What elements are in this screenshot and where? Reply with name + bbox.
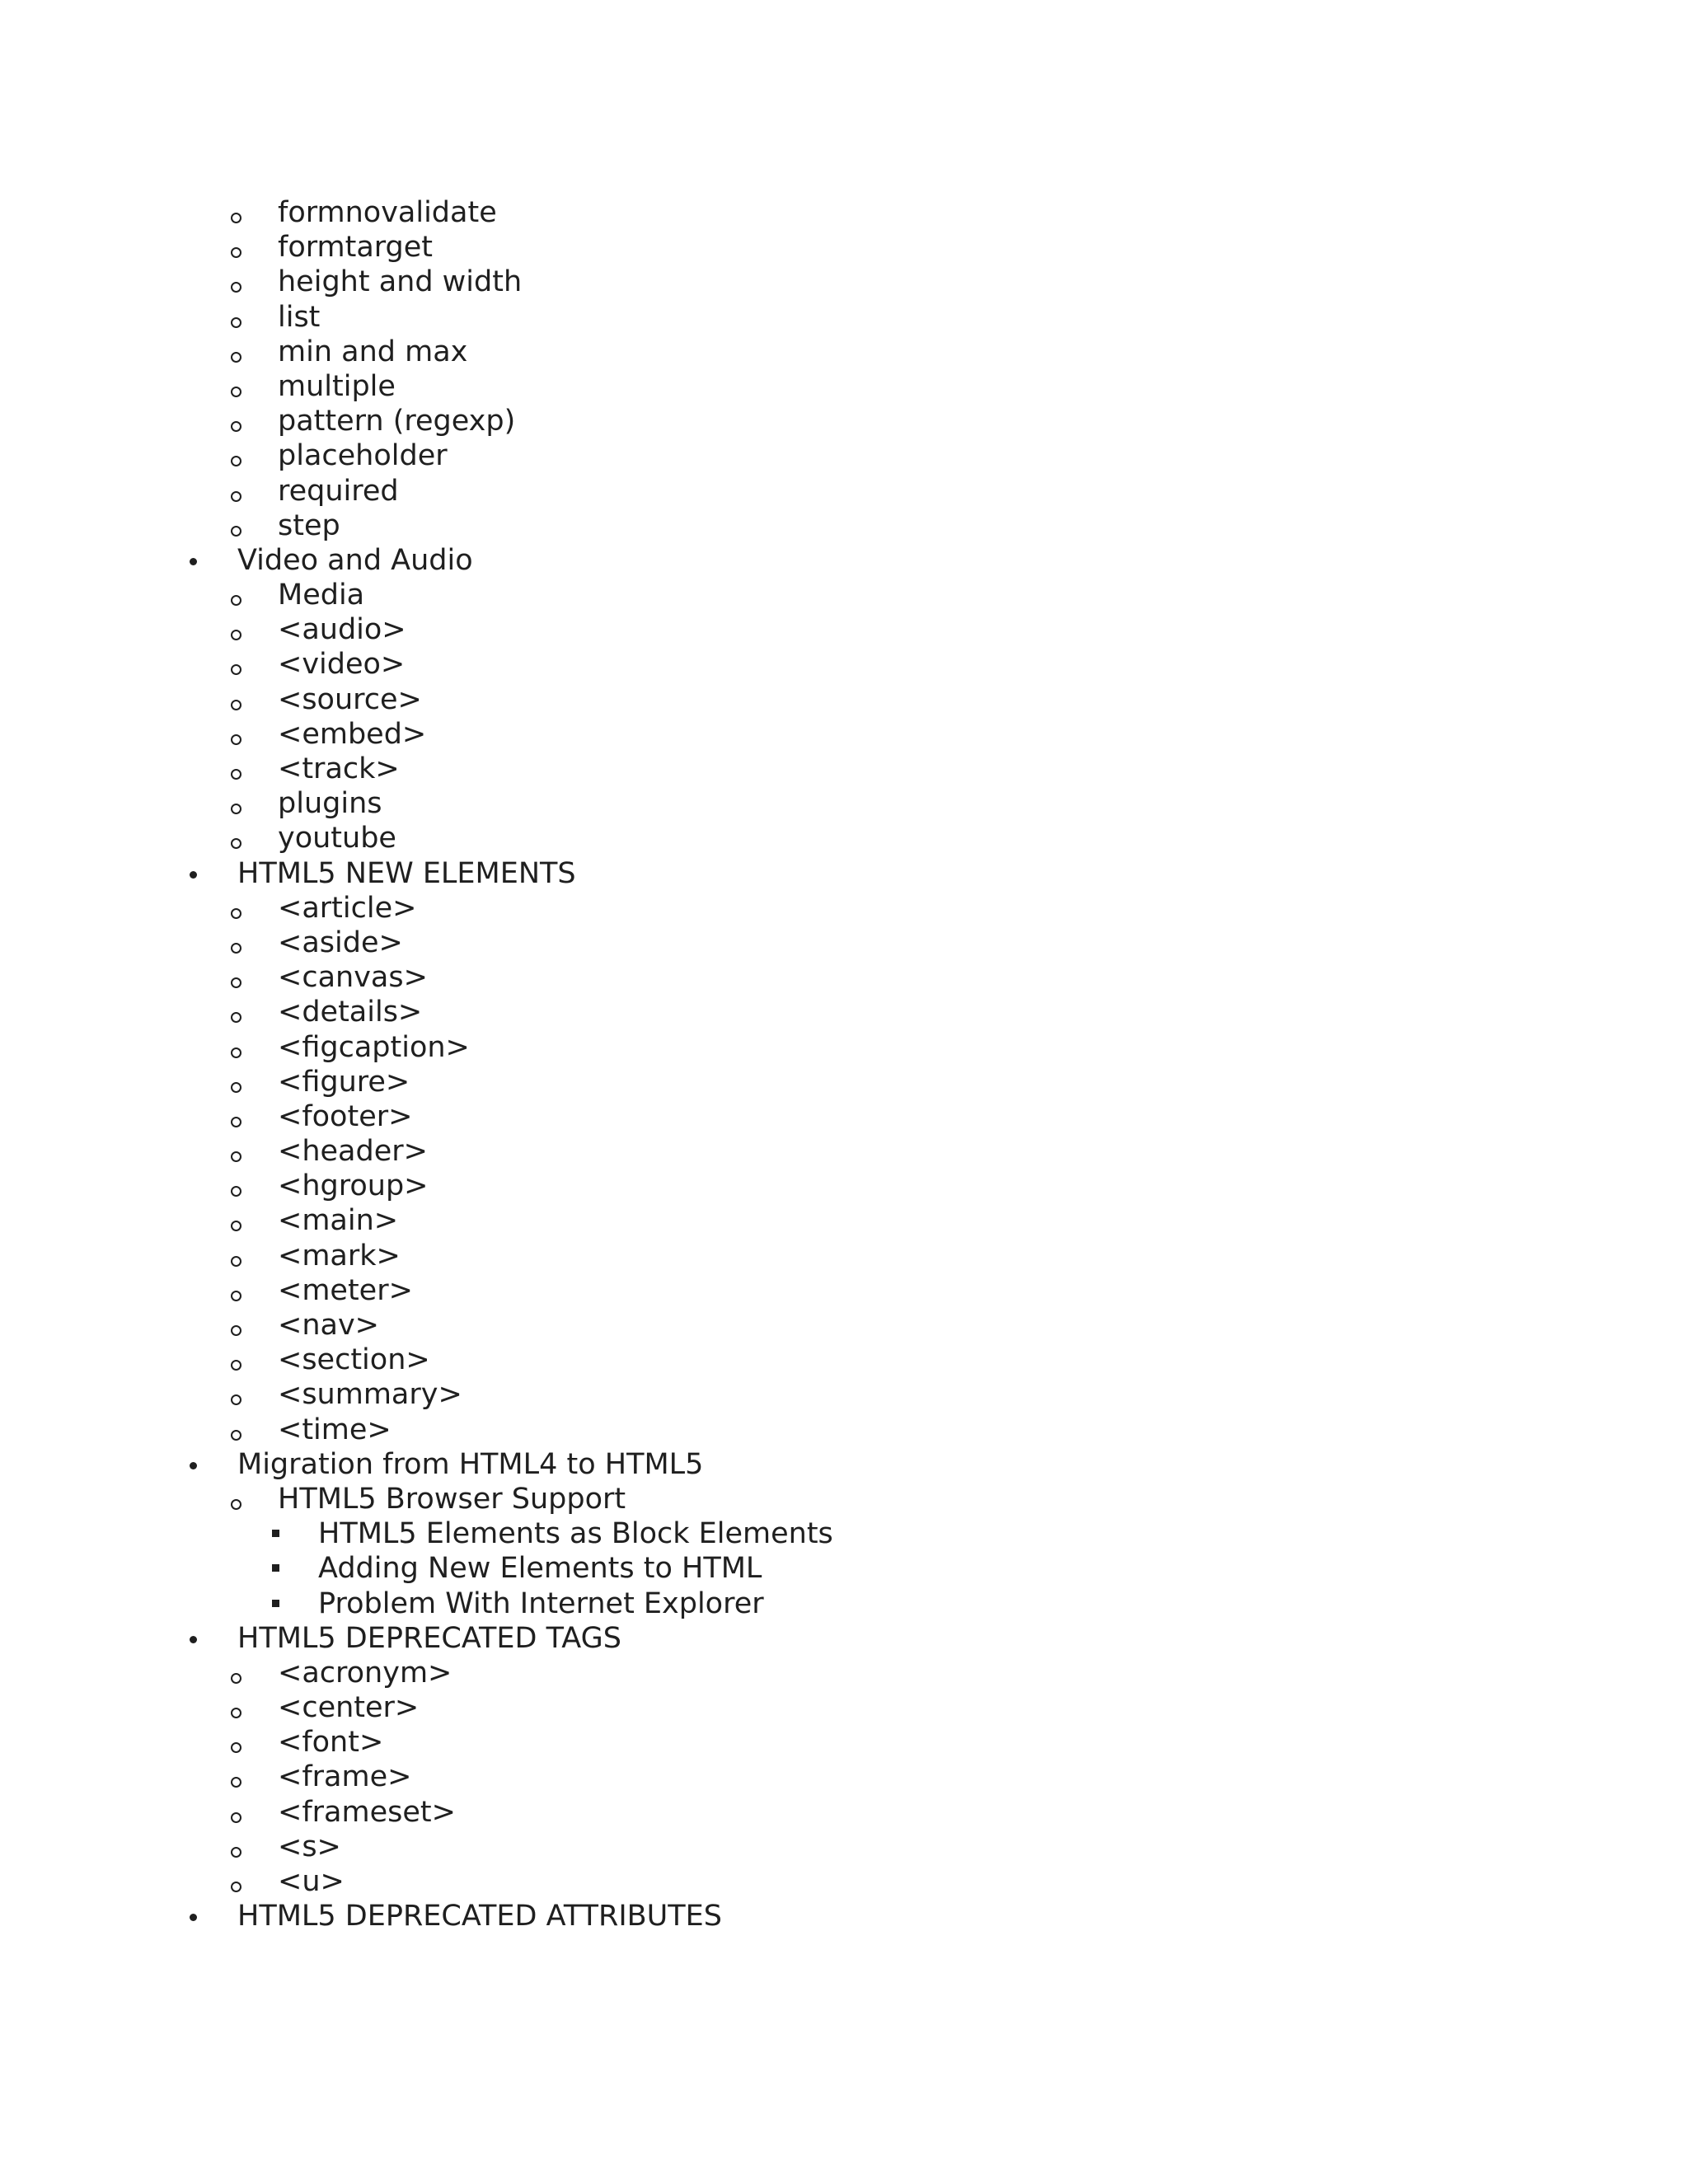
list-item-text: HTML5 Elements as Block Elements	[318, 1517, 833, 1551]
list-item-level-2	[0, 891, 1688, 926]
square-bullet-icon	[272, 1586, 284, 1621]
list-item-level-2	[0, 995, 1688, 1029]
list-item-level-2	[0, 612, 1688, 647]
list-item-level-2	[0, 509, 1688, 543]
list-item-level-2	[0, 1656, 1688, 1690]
list-item-text: Media	[278, 579, 365, 612]
circle-bullet-icon	[231, 1273, 246, 1308]
list-item-level-1	[0, 543, 1688, 578]
list-item-text: <details>	[278, 996, 423, 1029]
circle-bullet-icon	[231, 438, 246, 473]
bullet-icon	[190, 543, 201, 578]
list-item-level-2	[0, 369, 1688, 404]
list-item-level-1	[0, 1447, 1688, 1482]
circle-bullet-icon	[231, 404, 246, 438]
list-item-level-3	[0, 1586, 1688, 1621]
list-item-level-2	[0, 1343, 1688, 1377]
list-item-text: <summary>	[278, 1378, 462, 1412]
list-item-text: <u>	[278, 1865, 345, 1898]
list-item-level-2	[0, 1065, 1688, 1099]
circle-bullet-icon	[231, 474, 246, 509]
list-item-level-2	[0, 300, 1688, 335]
circle-bullet-icon	[231, 335, 246, 369]
circle-bullet-icon	[231, 369, 246, 404]
circle-bullet-icon	[231, 612, 246, 647]
list-item-text: required	[278, 474, 399, 508]
list-item-level-2	[0, 1239, 1688, 1273]
list-item-level-1	[0, 1899, 1688, 1933]
document-outline	[0, 195, 1688, 1933]
list-item-text: <audio>	[278, 613, 406, 647]
list-item-level-3	[0, 1551, 1688, 1586]
circle-bullet-icon	[231, 578, 246, 612]
bullet-icon	[190, 1621, 201, 1656]
circle-bullet-icon	[231, 300, 246, 335]
list-item-text: <canvas>	[278, 961, 428, 995]
circle-bullet-icon	[231, 265, 246, 299]
list-item-level-2	[0, 404, 1688, 438]
circle-bullet-icon	[231, 926, 246, 960]
circle-bullet-icon	[231, 1203, 246, 1238]
list-item-text: step	[278, 509, 340, 542]
list-item-text: <s>	[278, 1830, 341, 1863]
list-item-text: Video and Audio	[237, 543, 473, 577]
list-item-text: <frame>	[278, 1760, 412, 1794]
circle-bullet-icon	[231, 1690, 246, 1725]
list-item-text: <figcaption>	[278, 1030, 470, 1064]
list-item-level-2	[0, 1169, 1688, 1203]
list-item-text: <font>	[278, 1726, 384, 1760]
circle-bullet-icon	[231, 1760, 246, 1794]
list-item-level-2	[0, 1203, 1688, 1238]
list-item-level-2	[0, 230, 1688, 265]
circle-bullet-icon	[231, 647, 246, 682]
list-item-level-2	[0, 647, 1688, 682]
list-item-text: Adding New Elements to HTML	[318, 1552, 762, 1586]
list-item-text: <center>	[278, 1691, 420, 1725]
list-item-text: plugins	[278, 787, 382, 821]
list-item-level-2	[0, 1308, 1688, 1343]
list-item-text: <figure>	[278, 1065, 410, 1099]
circle-bullet-icon	[231, 752, 246, 786]
list-item-text: <footer>	[278, 1099, 413, 1133]
circle-bullet-icon	[231, 509, 246, 543]
list-item-level-2	[0, 960, 1688, 995]
list-item-text: <meter>	[278, 1273, 413, 1307]
list-item-text: <frameset>	[278, 1795, 456, 1829]
list-item-text: Problem With Internet Explorer	[318, 1586, 764, 1620]
bullet-icon	[190, 1899, 201, 1933]
list-item-level-2	[0, 1413, 1688, 1447]
circle-bullet-icon	[231, 1030, 246, 1065]
list-item-level-2	[0, 1690, 1688, 1725]
list-item-level-2	[0, 1099, 1688, 1134]
list-item-text: <hgroup>	[278, 1169, 429, 1203]
circle-bullet-icon	[231, 821, 246, 855]
list-item-text: <main>	[278, 1204, 399, 1238]
list-item-text: formnovalidate	[278, 196, 497, 229]
list-item-text: <mark>	[278, 1239, 401, 1272]
list-item-level-2	[0, 717, 1688, 752]
list-item-level-2	[0, 265, 1688, 299]
square-bullet-icon	[272, 1551, 284, 1586]
list-item-text: pattern (regexp)	[278, 405, 516, 438]
list-item-level-2	[0, 438, 1688, 473]
list-item-text: height and width	[278, 265, 523, 299]
circle-bullet-icon	[231, 717, 246, 752]
list-item-level-2	[0, 1377, 1688, 1412]
list-item-level-2	[0, 752, 1688, 786]
list-item-level-2	[0, 1830, 1688, 1864]
circle-bullet-icon	[231, 1377, 246, 1412]
list-item-level-2	[0, 474, 1688, 509]
list-item-text: HTML5 NEW ELEMENTS	[237, 856, 576, 890]
list-item-text: <aside>	[278, 926, 403, 959]
list-item-text: youtube	[278, 822, 396, 855]
circle-bullet-icon	[231, 1725, 246, 1760]
list-item-level-2	[0, 335, 1688, 369]
list-item-text: <article>	[278, 891, 417, 925]
list-item-text: <track>	[278, 752, 400, 785]
list-item-level-2	[0, 1760, 1688, 1794]
list-item-text: Migration from HTML4 to HTML5	[237, 1447, 704, 1481]
list-item-level-2	[0, 821, 1688, 855]
circle-bullet-icon	[231, 786, 246, 821]
list-item-level-2	[0, 1273, 1688, 1308]
circle-bullet-icon	[231, 1864, 246, 1899]
list-item-text: <header>	[278, 1135, 428, 1169]
list-item-level-2	[0, 1864, 1688, 1899]
circle-bullet-icon	[231, 1239, 246, 1273]
list-item-text: <nav>	[278, 1309, 379, 1342]
list-item-level-2	[0, 1725, 1688, 1760]
list-item-text: formtarget	[278, 231, 434, 265]
list-item-level-2	[0, 1482, 1688, 1516]
list-item-text: HTML5 DEPRECATED TAGS	[237, 1621, 621, 1655]
circle-bullet-icon	[231, 1308, 246, 1343]
circle-bullet-icon	[231, 1099, 246, 1134]
circle-bullet-icon	[231, 195, 246, 230]
list-item-level-2	[0, 926, 1688, 960]
list-item-text: <time>	[278, 1413, 392, 1446]
square-bullet-icon	[272, 1516, 284, 1551]
list-item-level-2	[0, 578, 1688, 612]
list-item-text: <source>	[278, 682, 422, 716]
circle-bullet-icon	[231, 960, 246, 995]
circle-bullet-icon	[231, 230, 246, 265]
circle-bullet-icon	[231, 995, 246, 1029]
list-item-text: <acronym>	[278, 1656, 452, 1690]
list-item-level-3	[0, 1516, 1688, 1551]
list-item-level-2	[0, 195, 1688, 230]
circle-bullet-icon	[231, 1482, 246, 1516]
list-item-text: <video>	[278, 648, 406, 682]
circle-bullet-icon	[231, 1413, 246, 1447]
list-item-level-2	[0, 1030, 1688, 1065]
list-item-text: HTML5 DEPRECATED ATTRIBUTES	[237, 1900, 722, 1933]
bullet-icon	[190, 1447, 201, 1482]
circle-bullet-icon	[231, 891, 246, 926]
list-item-text: list	[278, 300, 321, 334]
circle-bullet-icon	[231, 1169, 246, 1203]
list-item-text: multiple	[278, 369, 396, 403]
list-item-text: <section>	[278, 1343, 430, 1377]
list-item-text: placeholder	[278, 439, 448, 473]
list-item-text: min and max	[278, 335, 468, 368]
bullet-icon	[190, 856, 201, 891]
circle-bullet-icon	[231, 1795, 246, 1830]
circle-bullet-icon	[231, 1830, 246, 1864]
circle-bullet-icon	[231, 1343, 246, 1377]
list-item-text: HTML5 Browser Support	[278, 1482, 626, 1516]
list-item-level-1	[0, 1621, 1688, 1656]
circle-bullet-icon	[231, 1134, 246, 1169]
circle-bullet-icon	[231, 1656, 246, 1690]
circle-bullet-icon	[231, 682, 246, 717]
list-item-level-1	[0, 856, 1688, 891]
circle-bullet-icon	[231, 1065, 246, 1099]
list-item-level-2	[0, 1795, 1688, 1830]
list-item-level-2	[0, 1134, 1688, 1169]
list-item-level-2	[0, 786, 1688, 821]
list-item-text: <embed>	[278, 717, 427, 751]
list-item-level-2	[0, 682, 1688, 717]
